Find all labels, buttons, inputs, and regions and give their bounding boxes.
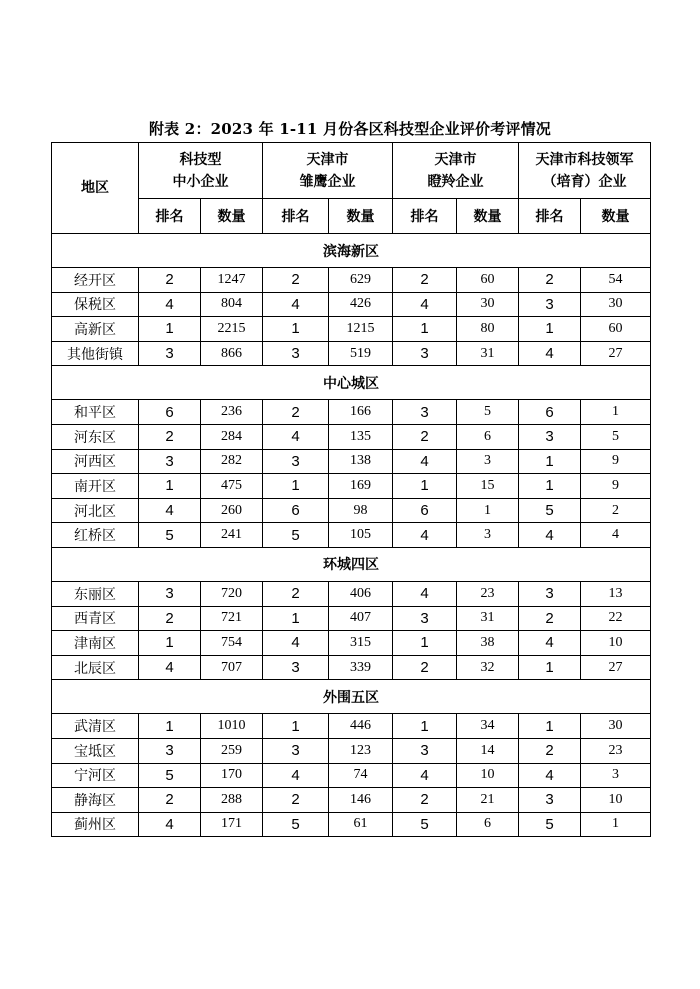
district-cell: 其他街镇 <box>52 341 139 366</box>
rank-cell: 2 <box>263 268 329 293</box>
rank-cell: 2 <box>519 268 581 293</box>
count-cell: 10 <box>581 788 651 813</box>
table-row <box>52 317 651 342</box>
count-cell: 629 <box>329 268 393 293</box>
rank-cell: 1 <box>139 714 201 739</box>
count-cell: 236 <box>201 400 263 425</box>
rank-cell: 1 <box>263 317 329 342</box>
count-cell: 1247 <box>201 268 263 293</box>
count-cell: 6 <box>457 812 519 837</box>
count-cell: 23 <box>457 581 519 606</box>
rank-cell: 2 <box>393 788 457 813</box>
rank-header: 排名 <box>139 199 201 234</box>
rank-cell: 1 <box>393 317 457 342</box>
rank-cell: 3 <box>393 341 457 366</box>
count-cell: 519 <box>329 341 393 366</box>
rank-cell: 1 <box>519 655 581 680</box>
rank-cell: 4 <box>139 498 201 523</box>
table-row <box>52 268 651 293</box>
count-header: 数量 <box>457 199 519 234</box>
count-cell: 288 <box>201 788 263 813</box>
district-cell: 北辰区 <box>52 655 139 680</box>
rank-cell: 4 <box>263 292 329 317</box>
table-row <box>52 523 651 548</box>
table-row <box>52 292 651 317</box>
rank-cell: 5 <box>519 812 581 837</box>
rank-cell: 4 <box>393 292 457 317</box>
count-cell: 1010 <box>201 714 263 739</box>
count-cell: 406 <box>329 581 393 606</box>
rank-cell: 2 <box>139 606 201 631</box>
rank-cell: 3 <box>519 581 581 606</box>
section-title: 环城四区 <box>52 547 651 581</box>
count-cell: 10 <box>581 631 651 656</box>
count-cell: 3 <box>457 449 519 474</box>
district-cell: 河北区 <box>52 498 139 523</box>
table-row <box>52 655 651 680</box>
count-cell: 146 <box>329 788 393 813</box>
rank-cell: 3 <box>519 788 581 813</box>
count-cell: 31 <box>457 606 519 631</box>
section-row <box>52 680 651 714</box>
count-cell: 34 <box>457 714 519 739</box>
table-row <box>52 424 651 449</box>
table-row <box>52 581 651 606</box>
rank-cell: 1 <box>139 474 201 499</box>
count-header: 数量 <box>581 199 651 234</box>
count-cell: 30 <box>581 714 651 739</box>
rank-cell: 3 <box>139 449 201 474</box>
count-cell: 27 <box>581 341 651 366</box>
count-cell: 282 <box>201 449 263 474</box>
section-row <box>52 366 651 400</box>
count-cell: 315 <box>329 631 393 656</box>
count-cell: 135 <box>329 424 393 449</box>
table-row <box>52 474 651 499</box>
rank-cell: 5 <box>263 523 329 548</box>
count-cell: 27 <box>581 655 651 680</box>
evaluation-table <box>51 142 651 837</box>
table-row <box>52 714 651 739</box>
table-row <box>52 498 651 523</box>
rank-cell: 1 <box>263 606 329 631</box>
table-row <box>52 606 651 631</box>
rank-cell: 4 <box>393 523 457 548</box>
rank-cell: 5 <box>519 498 581 523</box>
rank-cell: 2 <box>139 424 201 449</box>
table-row <box>52 788 651 813</box>
count-cell: 54 <box>581 268 651 293</box>
count-cell: 707 <box>201 655 263 680</box>
count-cell: 31 <box>457 341 519 366</box>
rank-cell: 2 <box>139 268 201 293</box>
count-cell: 866 <box>201 341 263 366</box>
rank-cell: 3 <box>263 341 329 366</box>
rank-cell: 5 <box>139 763 201 788</box>
count-cell: 720 <box>201 581 263 606</box>
count-cell: 171 <box>201 812 263 837</box>
rank-cell: 1 <box>519 474 581 499</box>
count-cell: 475 <box>201 474 263 499</box>
rank-cell: 3 <box>139 581 201 606</box>
count-cell: 170 <box>201 763 263 788</box>
count-cell: 13 <box>581 581 651 606</box>
rank-cell: 4 <box>519 631 581 656</box>
rank-cell: 3 <box>519 424 581 449</box>
district-cell: 蓟州区 <box>52 812 139 837</box>
count-cell: 2215 <box>201 317 263 342</box>
section-title: 中心城区 <box>52 366 651 400</box>
count-cell: 426 <box>329 292 393 317</box>
count-cell: 721 <box>201 606 263 631</box>
rank-cell: 4 <box>393 449 457 474</box>
district-cell: 津南区 <box>52 631 139 656</box>
rank-cell: 4 <box>263 763 329 788</box>
count-cell: 166 <box>329 400 393 425</box>
rank-cell: 5 <box>263 812 329 837</box>
count-cell: 14 <box>457 738 519 763</box>
rank-cell: 3 <box>393 400 457 425</box>
rank-cell: 6 <box>393 498 457 523</box>
count-header: 数量 <box>329 199 393 234</box>
rank-cell: 3 <box>139 341 201 366</box>
count-cell: 60 <box>581 317 651 342</box>
district-cell: 宁河区 <box>52 763 139 788</box>
count-cell: 80 <box>457 317 519 342</box>
rank-cell: 2 <box>519 738 581 763</box>
rank-cell: 3 <box>263 655 329 680</box>
district-cell: 武清区 <box>52 714 139 739</box>
count-cell: 21 <box>457 788 519 813</box>
rank-cell: 2 <box>393 424 457 449</box>
rank-cell: 3 <box>263 738 329 763</box>
rank-cell: 4 <box>263 424 329 449</box>
rank-cell: 4 <box>139 812 201 837</box>
rank-cell: 1 <box>139 631 201 656</box>
rank-cell: 5 <box>139 523 201 548</box>
rank-cell: 4 <box>519 763 581 788</box>
count-cell: 1 <box>457 498 519 523</box>
district-cell: 静海区 <box>52 788 139 813</box>
rank-cell: 2 <box>139 788 201 813</box>
district-cell: 宝坻区 <box>52 738 139 763</box>
rank-header: 排名 <box>519 199 581 234</box>
section-row <box>52 547 651 581</box>
rank-header: 排名 <box>263 199 329 234</box>
count-cell: 169 <box>329 474 393 499</box>
count-cell: 61 <box>329 812 393 837</box>
district-cell: 南开区 <box>52 474 139 499</box>
rank-cell: 1 <box>519 714 581 739</box>
table-row <box>52 400 651 425</box>
table-row <box>52 631 651 656</box>
count-cell: 60 <box>457 268 519 293</box>
count-cell: 2 <box>581 498 651 523</box>
rank-cell: 6 <box>139 400 201 425</box>
count-cell: 105 <box>329 523 393 548</box>
rank-cell: 3 <box>393 606 457 631</box>
district-cell: 保税区 <box>52 292 139 317</box>
table-row <box>52 763 651 788</box>
rank-cell: 1 <box>393 631 457 656</box>
count-cell: 259 <box>201 738 263 763</box>
rank-cell: 3 <box>519 292 581 317</box>
table-row <box>52 341 651 366</box>
count-cell: 284 <box>201 424 263 449</box>
count-cell: 5 <box>581 424 651 449</box>
section-title: 滨海新区 <box>52 234 651 268</box>
rank-header: 排名 <box>393 199 457 234</box>
section-row <box>52 234 651 268</box>
district-cell: 河东区 <box>52 424 139 449</box>
table-body <box>52 234 651 837</box>
count-header: 数量 <box>201 199 263 234</box>
count-cell: 6 <box>457 424 519 449</box>
count-cell: 10 <box>457 763 519 788</box>
count-cell: 138 <box>329 449 393 474</box>
count-cell: 74 <box>329 763 393 788</box>
count-cell: 5 <box>457 400 519 425</box>
rank-cell: 6 <box>263 498 329 523</box>
count-cell: 446 <box>329 714 393 739</box>
rank-cell: 1 <box>393 714 457 739</box>
rank-cell: 4 <box>139 655 201 680</box>
group-header: 科技型 中小企业 <box>139 143 263 199</box>
rank-cell: 1 <box>519 317 581 342</box>
count-cell: 4 <box>581 523 651 548</box>
rank-cell: 2 <box>263 581 329 606</box>
rank-cell: 3 <box>139 738 201 763</box>
count-cell: 339 <box>329 655 393 680</box>
rank-cell: 3 <box>263 449 329 474</box>
count-cell: 754 <box>201 631 263 656</box>
district-cell: 河西区 <box>52 449 139 474</box>
rank-cell: 4 <box>519 523 581 548</box>
count-cell: 9 <box>581 449 651 474</box>
count-cell: 1 <box>581 400 651 425</box>
district-cell: 红桥区 <box>52 523 139 548</box>
count-cell: 9 <box>581 474 651 499</box>
district-cell: 西青区 <box>52 606 139 631</box>
district-header: 地区 <box>52 143 139 234</box>
count-cell: 241 <box>201 523 263 548</box>
district-cell: 和平区 <box>52 400 139 425</box>
rank-cell: 1 <box>393 474 457 499</box>
section-title: 外围五区 <box>52 680 651 714</box>
rank-cell: 4 <box>139 292 201 317</box>
count-cell: 260 <box>201 498 263 523</box>
district-cell: 高新区 <box>52 317 139 342</box>
table-row <box>52 449 651 474</box>
table-row <box>52 738 651 763</box>
count-cell: 804 <box>201 292 263 317</box>
count-cell: 1 <box>581 812 651 837</box>
count-cell: 30 <box>581 292 651 317</box>
count-cell: 123 <box>329 738 393 763</box>
rank-cell: 4 <box>263 631 329 656</box>
rank-cell: 4 <box>393 581 457 606</box>
count-cell: 98 <box>329 498 393 523</box>
count-cell: 1215 <box>329 317 393 342</box>
rank-cell: 2 <box>519 606 581 631</box>
rank-cell: 2 <box>393 655 457 680</box>
count-cell: 32 <box>457 655 519 680</box>
group-header: 天津市 瞪羚企业 <box>393 143 519 199</box>
rank-cell: 6 <box>519 400 581 425</box>
rank-cell: 3 <box>393 738 457 763</box>
rank-cell: 4 <box>393 763 457 788</box>
group-header: 天津市 雏鹰企业 <box>263 143 393 199</box>
rank-cell: 1 <box>519 449 581 474</box>
count-cell: 15 <box>457 474 519 499</box>
rank-cell: 1 <box>263 714 329 739</box>
count-cell: 407 <box>329 606 393 631</box>
rank-cell: 5 <box>393 812 457 837</box>
rank-cell: 2 <box>263 788 329 813</box>
rank-cell: 4 <box>519 341 581 366</box>
rank-cell: 1 <box>263 474 329 499</box>
count-cell: 23 <box>581 738 651 763</box>
district-cell: 东丽区 <box>52 581 139 606</box>
rank-cell: 2 <box>263 400 329 425</box>
rank-cell: 2 <box>393 268 457 293</box>
count-cell: 22 <box>581 606 651 631</box>
count-cell: 30 <box>457 292 519 317</box>
district-cell: 经开区 <box>52 268 139 293</box>
count-cell: 38 <box>457 631 519 656</box>
count-cell: 3 <box>457 523 519 548</box>
table-row <box>52 812 651 837</box>
rank-cell: 1 <box>139 317 201 342</box>
count-cell: 3 <box>581 763 651 788</box>
page-title: 附表 2：2023 年 1-11 月份各区科技型企业评价考评情况 <box>148 120 551 138</box>
group-header: 天津市科技领军 （培育）企业 <box>519 143 651 199</box>
